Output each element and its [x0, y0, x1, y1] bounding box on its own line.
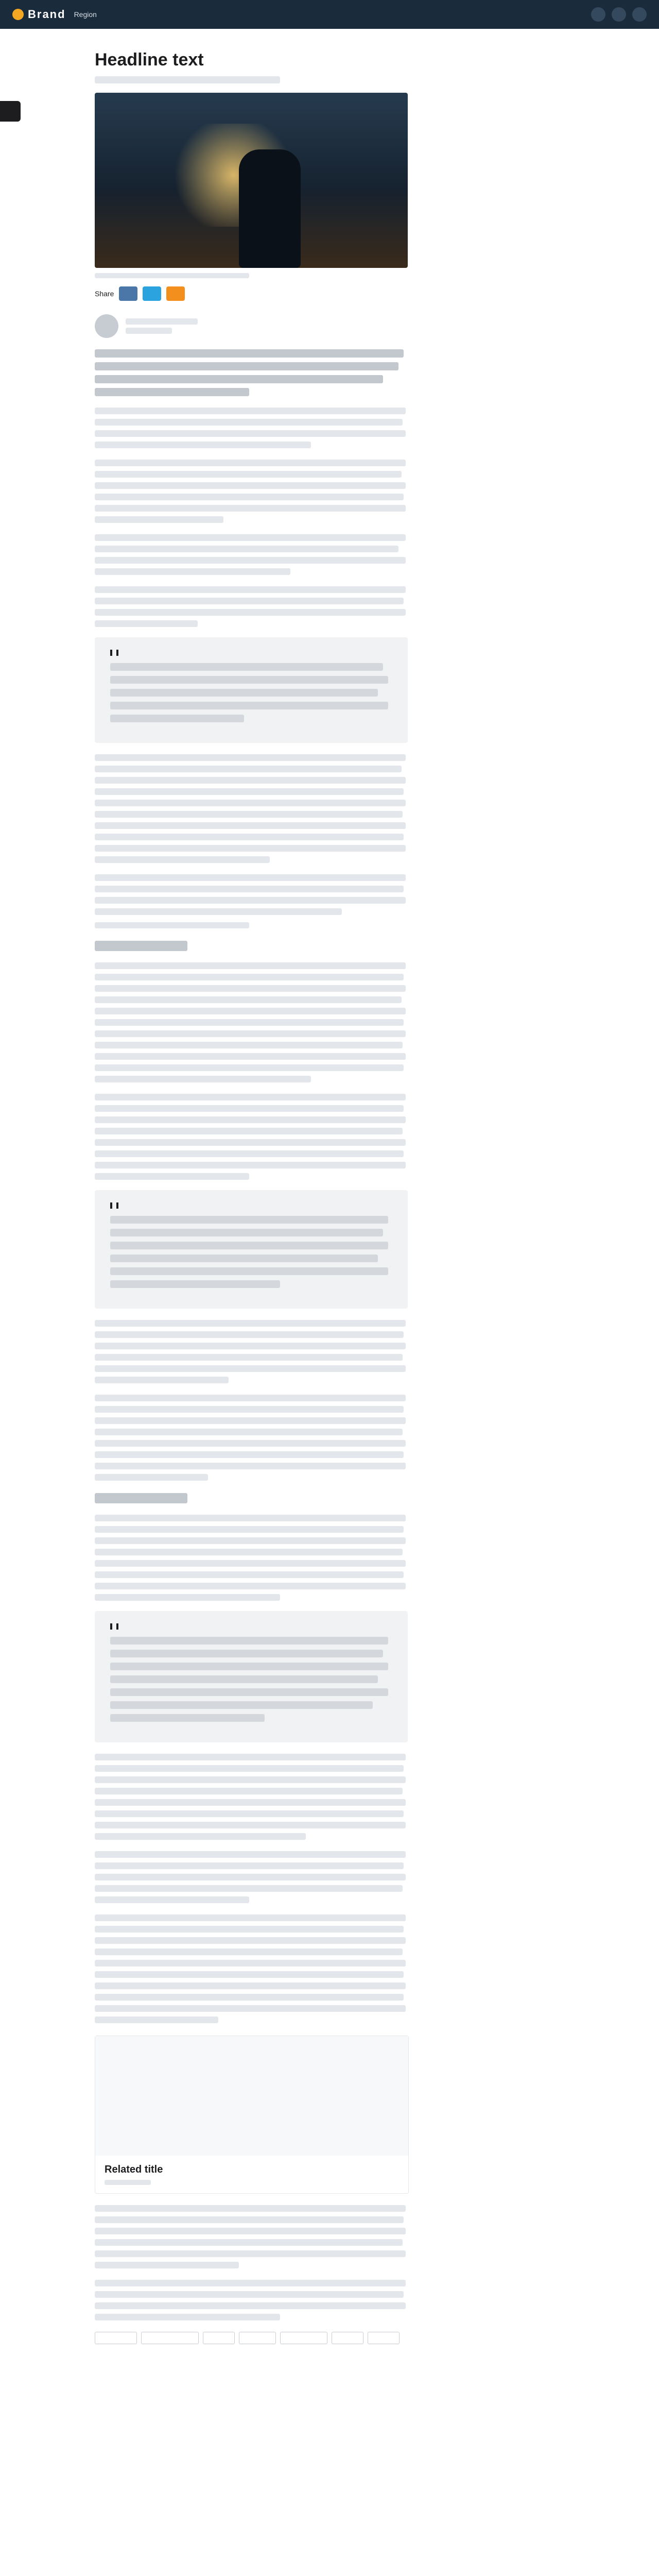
share-telegram-button[interactable]: [143, 286, 161, 301]
body-paragraph: [95, 460, 408, 523]
text-line: [95, 1377, 229, 1383]
text-line: [95, 1354, 403, 1361]
text-line: [95, 388, 249, 396]
text-line: [110, 1637, 388, 1645]
text-line: [95, 845, 406, 852]
text-line: [110, 1267, 388, 1275]
text-line: [95, 2291, 404, 2298]
top-bar: [0, 0, 659, 29]
text-line: [95, 1463, 406, 1469]
text-line: [95, 1320, 406, 1327]
avatar[interactable]: [95, 314, 118, 338]
pull-quote: [95, 1190, 408, 1309]
text-line: [95, 2302, 406, 2309]
text-line: [95, 1008, 406, 1014]
text-line: [95, 609, 406, 616]
author-name-placeholder: [126, 318, 198, 325]
text-line: [95, 1429, 403, 1435]
text-line: [95, 2016, 218, 2023]
text-line: [95, 1526, 404, 1533]
text-line: [95, 442, 311, 448]
text-line: [95, 1560, 406, 1567]
text-line: [95, 1053, 406, 1060]
text-line: [95, 557, 406, 564]
text-line: [95, 568, 290, 575]
text-line: [95, 1105, 404, 1112]
text-line: [95, 1583, 406, 1589]
body-paragraph: [95, 1851, 408, 1903]
text-line: [95, 1926, 404, 1933]
tag-list: [95, 2332, 408, 2344]
text-line: [95, 1896, 249, 1903]
text-line: [110, 1663, 388, 1670]
text-line: [95, 1019, 404, 1026]
text-line: [110, 1255, 378, 1262]
text-line: [95, 1451, 404, 1458]
footnote-placeholder: [95, 922, 249, 928]
body-paragraph: [95, 962, 408, 1082]
text-line: [95, 1162, 406, 1168]
text-line: [95, 2314, 280, 2320]
related-article-image: [95, 2036, 408, 2156]
text-line: [95, 800, 406, 806]
text-line: [110, 1688, 388, 1696]
text-line: [95, 1343, 406, 1349]
article: [95, 49, 408, 2344]
text-line: [95, 419, 403, 426]
text-line: [95, 962, 406, 969]
section-heading: [95, 1493, 187, 1503]
tag-chip[interactable]: [239, 2332, 276, 2344]
text-line: [110, 702, 388, 709]
pull-quote: [95, 637, 408, 743]
text-line: [95, 586, 406, 593]
text-line: [95, 2205, 406, 2212]
menu-icon[interactable]: [612, 7, 626, 22]
text-line: [95, 2216, 404, 2223]
text-line: [95, 1365, 406, 1372]
text-line: [95, 1128, 403, 1134]
text-line: [95, 2228, 406, 2234]
tag-chip[interactable]: [368, 2332, 400, 2344]
region-link[interactable]: Region: [74, 10, 97, 19]
text-line: [95, 1971, 404, 1978]
text-line: [110, 1280, 280, 1288]
text-line: [95, 1833, 306, 1840]
text-line: [95, 1822, 406, 1828]
share-ok-button[interactable]: [166, 286, 185, 301]
text-line: [95, 1994, 404, 2001]
text-line: [95, 1571, 404, 1578]
top-actions: [591, 7, 647, 22]
brand-name: Brand: [28, 8, 66, 21]
text-line: [95, 886, 404, 892]
tag-chip[interactable]: [141, 2332, 199, 2344]
text-line: [95, 834, 404, 840]
text-line: [95, 1799, 406, 1806]
text-line: [95, 1030, 406, 1037]
text-line: [95, 1474, 208, 1481]
text-line: [95, 856, 270, 863]
author-block: [95, 314, 408, 338]
text-line: [95, 1331, 404, 1338]
text-line: [95, 822, 406, 829]
text-line: [110, 663, 383, 671]
text-line: [95, 788, 404, 795]
text-line: [95, 1515, 406, 1521]
text-line: [95, 1150, 404, 1157]
related-article-date-placeholder: [105, 2180, 151, 2185]
body-paragraph: [95, 1320, 408, 1383]
text-line: [95, 985, 406, 992]
text-line: [95, 1537, 406, 1544]
body-paragraph: [95, 1395, 408, 1481]
text-line: [95, 1776, 406, 1783]
user-icon[interactable]: [632, 7, 647, 22]
body-paragraph: [95, 534, 408, 575]
text-line: [95, 516, 223, 523]
text-line: [95, 471, 402, 478]
logo-icon: [12, 9, 24, 20]
hero-image: [95, 93, 408, 268]
body-paragraph: [95, 586, 408, 627]
text-line: [95, 1594, 280, 1601]
text-line: [95, 754, 406, 761]
quote-icon: [110, 650, 118, 656]
text-line: [110, 1714, 265, 1722]
text-line: [95, 996, 402, 1003]
text-line: [95, 408, 406, 414]
text-line: [95, 598, 404, 604]
text-line: [95, 1914, 406, 1921]
text-line: [95, 1406, 404, 1413]
text-line: [110, 1701, 373, 1709]
body-paragraph: [95, 1515, 408, 1601]
text-line: [95, 2280, 406, 2286]
text-line: [95, 897, 406, 904]
hero-figure: [239, 149, 301, 268]
body-paragraph: [95, 1094, 408, 1180]
text-line: [95, 1948, 403, 1955]
body-paragraph: [95, 408, 408, 448]
text-line: [95, 1862, 404, 1869]
article-meta-placeholder: [95, 76, 280, 83]
text-line: [95, 482, 406, 489]
text-line: [110, 1650, 383, 1657]
lead-paragraph: [95, 349, 408, 396]
tag-chip[interactable]: [280, 2332, 327, 2344]
share-vk-button[interactable]: [119, 286, 137, 301]
pull-quote: [95, 1611, 408, 1742]
text-line: [95, 1937, 406, 1944]
share-label: Share: [95, 290, 114, 298]
text-line: [95, 2262, 239, 2268]
text-line: [95, 2239, 403, 2246]
text-line: [110, 689, 378, 697]
text-line: [95, 1395, 406, 1401]
text-line: [95, 811, 403, 818]
quote-icon: [110, 1202, 118, 1209]
text-line: [95, 1417, 406, 1424]
text-line: [95, 1851, 406, 1858]
text-line: [95, 874, 406, 881]
body-paragraph: [95, 1754, 408, 1840]
text-line: [95, 1173, 249, 1180]
text-line: [95, 1064, 404, 1071]
tag-chip[interactable]: [203, 2332, 235, 2344]
quote-icon: [110, 1623, 118, 1630]
text-line: [95, 1754, 406, 1760]
related-article-title[interactable]: Related title: [105, 2164, 163, 2175]
text-line: [95, 460, 406, 466]
section-heading: [95, 941, 187, 951]
text-line: [95, 1549, 403, 1555]
text-line: [95, 1788, 403, 1794]
text-line: [95, 505, 406, 512]
body-paragraph: [95, 2280, 408, 2320]
text-line: [95, 1874, 406, 1880]
text-line: [95, 375, 383, 383]
text-line: [95, 546, 398, 552]
text-line: [95, 1810, 404, 1817]
text-line: [95, 1116, 406, 1123]
author-role-placeholder: [126, 328, 172, 334]
text-line: [95, 430, 406, 437]
text-line: [95, 494, 404, 500]
text-line: [95, 1960, 406, 1967]
text-line: [95, 1139, 406, 1146]
tag-chip[interactable]: [95, 2332, 137, 2344]
text-line: [95, 1982, 406, 1989]
text-line: [110, 715, 244, 722]
side-tab-button[interactable]: [0, 101, 21, 122]
share-row: [95, 286, 408, 301]
image-caption-placeholder: [95, 273, 249, 278]
text-line: [110, 1675, 378, 1683]
site-logo[interactable]: [12, 8, 66, 21]
search-icon[interactable]: [591, 7, 605, 22]
text-line: [110, 1216, 388, 1224]
text-line: [110, 676, 388, 684]
author-lines: [126, 318, 198, 334]
text-line: [95, 777, 406, 784]
text-line: [95, 1094, 406, 1100]
body-paragraph: [95, 874, 408, 915]
body-paragraph: [95, 2205, 408, 2268]
text-line: [95, 908, 342, 915]
text-line: [95, 1765, 404, 1772]
text-line: [110, 1242, 388, 1249]
related-article-card[interactable]: [95, 2036, 409, 2194]
text-line: [95, 2250, 406, 2257]
text-line: [95, 1076, 311, 1082]
text-line: [95, 1885, 403, 1892]
page-title: Headline text: [95, 50, 204, 70]
body-paragraph: [95, 1914, 408, 2023]
text-line: [95, 1440, 406, 1447]
text-line: [95, 620, 198, 627]
text-line: [110, 1229, 383, 1236]
text-line: [95, 974, 404, 980]
text-line: [95, 349, 404, 358]
text-line: [95, 766, 402, 772]
text-line: [95, 534, 406, 541]
text-line: [95, 362, 398, 370]
text-line: [95, 1042, 403, 1048]
text-line: [95, 2005, 406, 2012]
body-paragraph: [95, 754, 408, 863]
tag-chip[interactable]: [332, 2332, 363, 2344]
